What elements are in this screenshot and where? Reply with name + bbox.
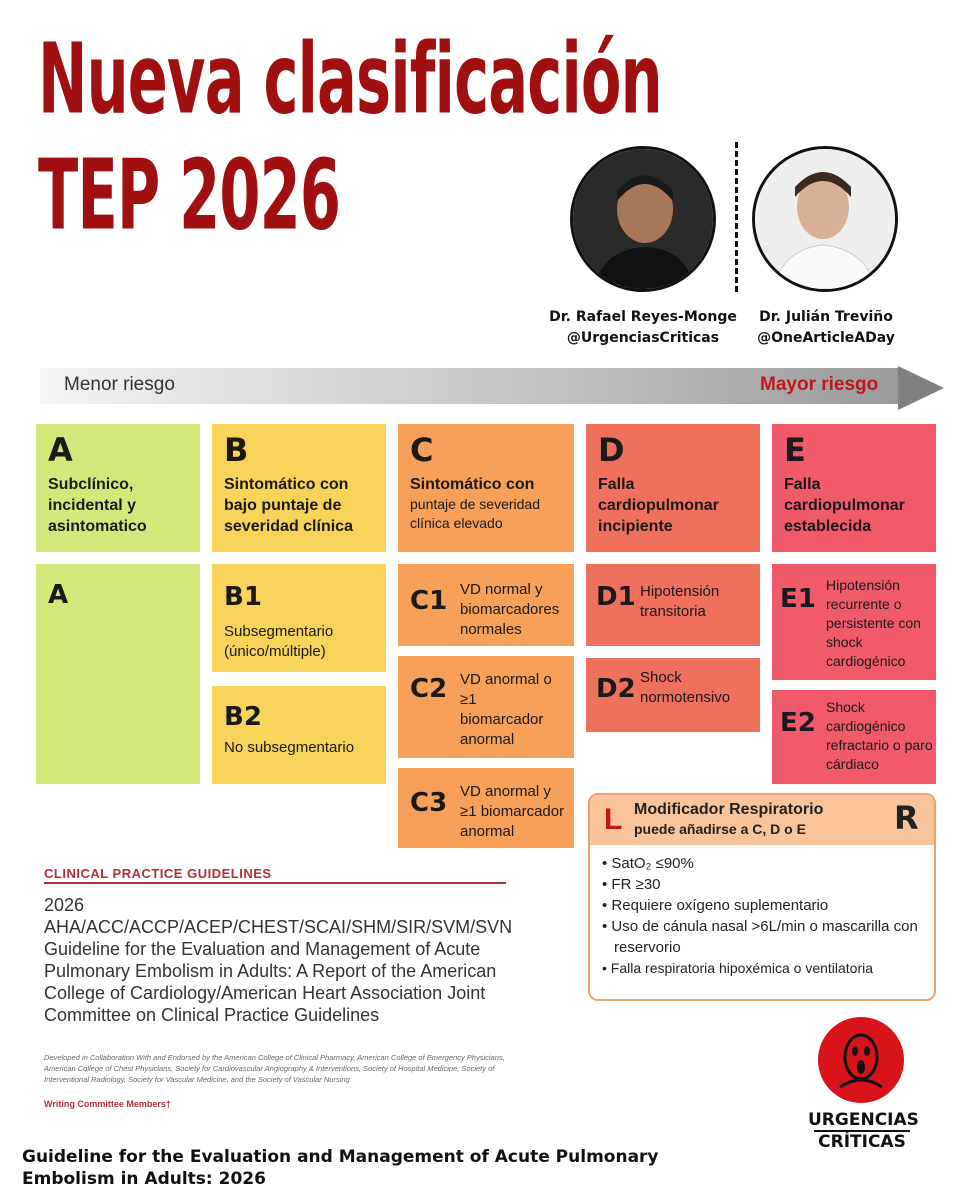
subclass-c1-code: C1 [410,586,448,616]
subclass-b2-desc: No subsegmentario [224,739,355,756]
author-1-photo-icon [573,149,713,289]
class-d-card [586,424,760,552]
arrow-right-icon [898,366,944,410]
subclass-d2-card [586,658,760,732]
class-a-desc: Subclínico, incidental y asintomatico [48,476,147,535]
subclass-d1-desc: Hipotensión transitoria [640,583,720,620]
subclass-b2-code: B2 [224,702,262,732]
author-divider [735,142,738,292]
scream-face-icon [818,1017,904,1103]
subclass-c2-code: C2 [410,674,448,704]
list-item: • Requiere oxígeno suplementario [602,897,829,914]
subclass-b1-desc: Subsegmentario (único/múltiple) [224,623,334,660]
logo-text-line-2: CRÍTICAS [818,1132,906,1152]
author-2-handle: @OneArticleADay [757,330,895,346]
title-line-1: Nueva clasificación [38,22,662,136]
class-c-card [398,424,574,552]
subclass-b1-code: B1 [224,582,262,612]
respiratory-modifier-subtitle: puede añadirse a C, D o E [634,821,806,837]
class-d-letter: D [598,431,625,469]
guideline-title: 2026 AHA/ACC/ACCP/ACEP/CHEST/SCAI/SHM/SIR/SVM/SVN Guideline for the Evaluation and Management of Acute Pulmonary Embolism in Adults: A Report of the American College of Cardiology/American Heart Association Joint Committee on Clinical Practice Guidelines [44,895,513,1025]
modifier-arrow-icon: L [604,803,623,836]
subclass-d2-desc: Shock normotensivo [640,669,731,706]
list-item: • SatO₂ ≤90% [602,855,694,872]
subclass-e1-desc: Hipotensión recurrente o persistente con shock cardiogénico [826,577,921,669]
class-c-letter: C [410,431,434,469]
subclass-b2-card [212,686,386,784]
subclass-e2-code: E2 [780,708,816,738]
list-item: • Falla respiratoria hipoxémica o ventilatoria [602,960,874,976]
title-line-2: TEP 2026 [38,138,341,252]
class-a-letter: A [48,431,73,469]
respiratory-criteria-list [602,853,924,979]
author-1-avatar [570,146,716,292]
guideline-section-label: CLINICAL PRACTICE GUIDELINES [44,866,272,881]
subclass-d1-card [586,564,760,646]
subclass-d1-code: D1 [596,582,636,612]
respiratory-modifier-card [588,793,936,1001]
subclass-c3-desc: VD anormal y ≥1 biomarcador anormal [460,783,565,840]
footer-caption: Guideline for the Evaluation and Management of Acute Pulmonary Embolism in Adults: 2026 [22,1147,659,1189]
subclass-c3-code: C3 [410,788,448,818]
subclass-a-code: A [48,580,69,610]
subclass-c2-card [398,656,574,758]
respiratory-modifier-title: Modificador Respiratorio [634,801,824,818]
class-b-card [212,424,386,552]
author-2-name: Dr. Julián Treviño [759,309,893,325]
class-e-letter: E [784,431,806,469]
guideline-endorsement: Developed in Collaboration With and Endorsed by the American College of Clinical Pharmacy, American College of Emergency Physicians, American College of Chest Physicians, Society for Cardiovascular Angiography & Interventions, Society of Hospital Medicine, Society of Interventional Radiology, Society for Vascular Medicine, and the Society of Vascular Nursing [44,1053,505,1084]
respiratory-modifier-badge: R [894,799,919,837]
logo-text-line-1: URGENCIAS [808,1110,919,1130]
class-b-desc: Sintomático con bajo puntaje de severidad clínica [224,476,353,535]
subclass-c1-card [398,564,574,646]
guideline-divider [44,882,506,884]
class-b-letter: B [224,431,249,469]
class-d-desc: Falla cardiopulmonar incipiente [598,476,719,535]
class-a-card [36,424,200,552]
author-2-avatar [752,146,898,292]
subclass-e2-desc: Shock cardiogénico refractario o paro cárdiaco [826,699,933,772]
subclass-c2-desc: VD anormal o ≥1 biomarcador anormal [460,671,552,748]
class-c-desc-bold: Sintomático con [410,476,535,493]
guideline-writing-committee: Writing Committee Members† [44,1099,171,1109]
subclass-b1-card [212,564,386,672]
author-1-name: Dr. Rafael Reyes-Monge [549,309,737,325]
risk-high-label: Mayor riesgo [760,374,879,395]
subclass-c1-desc: VD normal y biomarcadores normales [460,581,560,638]
list-item: • Uso de cánula nasal >6L/min o mascarilla con reservorio [602,918,918,956]
class-e-card [772,424,936,552]
subclass-a-card [36,564,200,784]
subclass-e2-card [772,690,936,784]
urgencias-logo-icon [818,1017,904,1103]
author-2-photo-icon [755,149,895,289]
risk-low-label: Menor riesgo [64,374,175,395]
class-c-desc-light: puntaje de severidad clínica elevado [410,496,540,531]
author-1-handle: @UrgenciasCriticas [566,330,720,346]
subclass-e1-code: E1 [780,584,816,614]
class-e-desc: Falla cardiopulmonar establecida [784,476,905,535]
subclass-e1-card [772,564,936,680]
list-item: • FR ≥30 [602,876,661,893]
subclass-d2-code: D2 [596,674,636,704]
subclass-c3-card [398,768,574,848]
